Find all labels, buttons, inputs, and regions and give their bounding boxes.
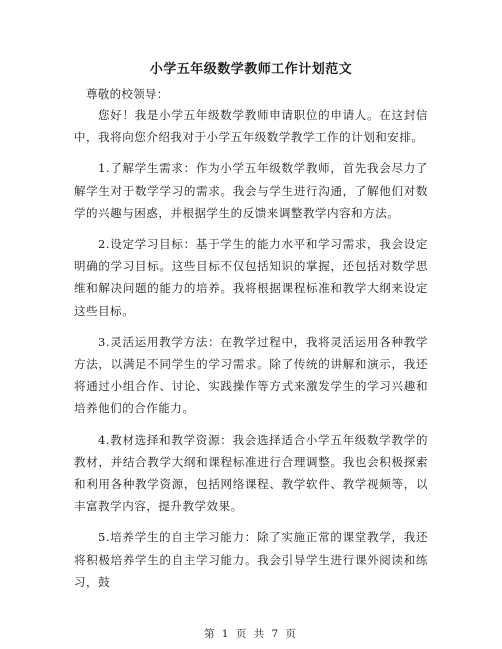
document-title: 小学五年级数学教师工作计划范文 [149,62,353,77]
paragraph: 3.灵活运用教学方法：在教学过程中，我将灵活运用各种教学方法，以满足不同学生的学习需求。除了传统的讲解和演示，我还将通过小组合作、讨论、实践操作等方式来激发学生的学习兴趣和培养他们的合作能力。 [74,334,428,416]
page-number-footer: 第 1 页 共 7 页 [203,628,299,640]
paragraph: 1.了解学生需求：作为小学五年级数学教师，首先我会尽力了解学生对于数学学习的需求。我会与学生进行沟通，了解他们对数学的兴趣与困惑，并根据学生的反馈来调整教学内容和方法。 [74,161,428,220]
paragraph: 4.教材选择和教学资源：我会选择适合小学五年级数学教学的教材，并结合教学大纲和课程标准进行合理调整。我也会积极探索和利用各种教学资源，包括网络课程、教学软件、教学视频等，以丰富教学内容，提升教学效果。 [74,432,428,514]
document-body [74,104,428,602]
paragraph: 5.培养学生的自主学习能力：除了实施正常的课堂教学，我还将积极培养学生的自主学习能力。我会引导学生进行课外阅读和练习，鼓 [74,530,428,589]
paragraph: 您好！我是小学五年级数学教师申请职位的申请人。在这封信中，我将向您介绍我对于小学五年级数学教学工作的计划和安排。 [74,108,428,145]
paragraph: 2.设定学习目标：基于学生的能力水平和学习需求，我会设定明确的学习目标。这些目标不仅包括知识的掌握，还包括对数学思维和解决问题的能力的培养。我将根据课程标准和教学大纲来设定这些目标。 [74,237,428,318]
salutation: 尊敬的校领导： [86,87,169,101]
